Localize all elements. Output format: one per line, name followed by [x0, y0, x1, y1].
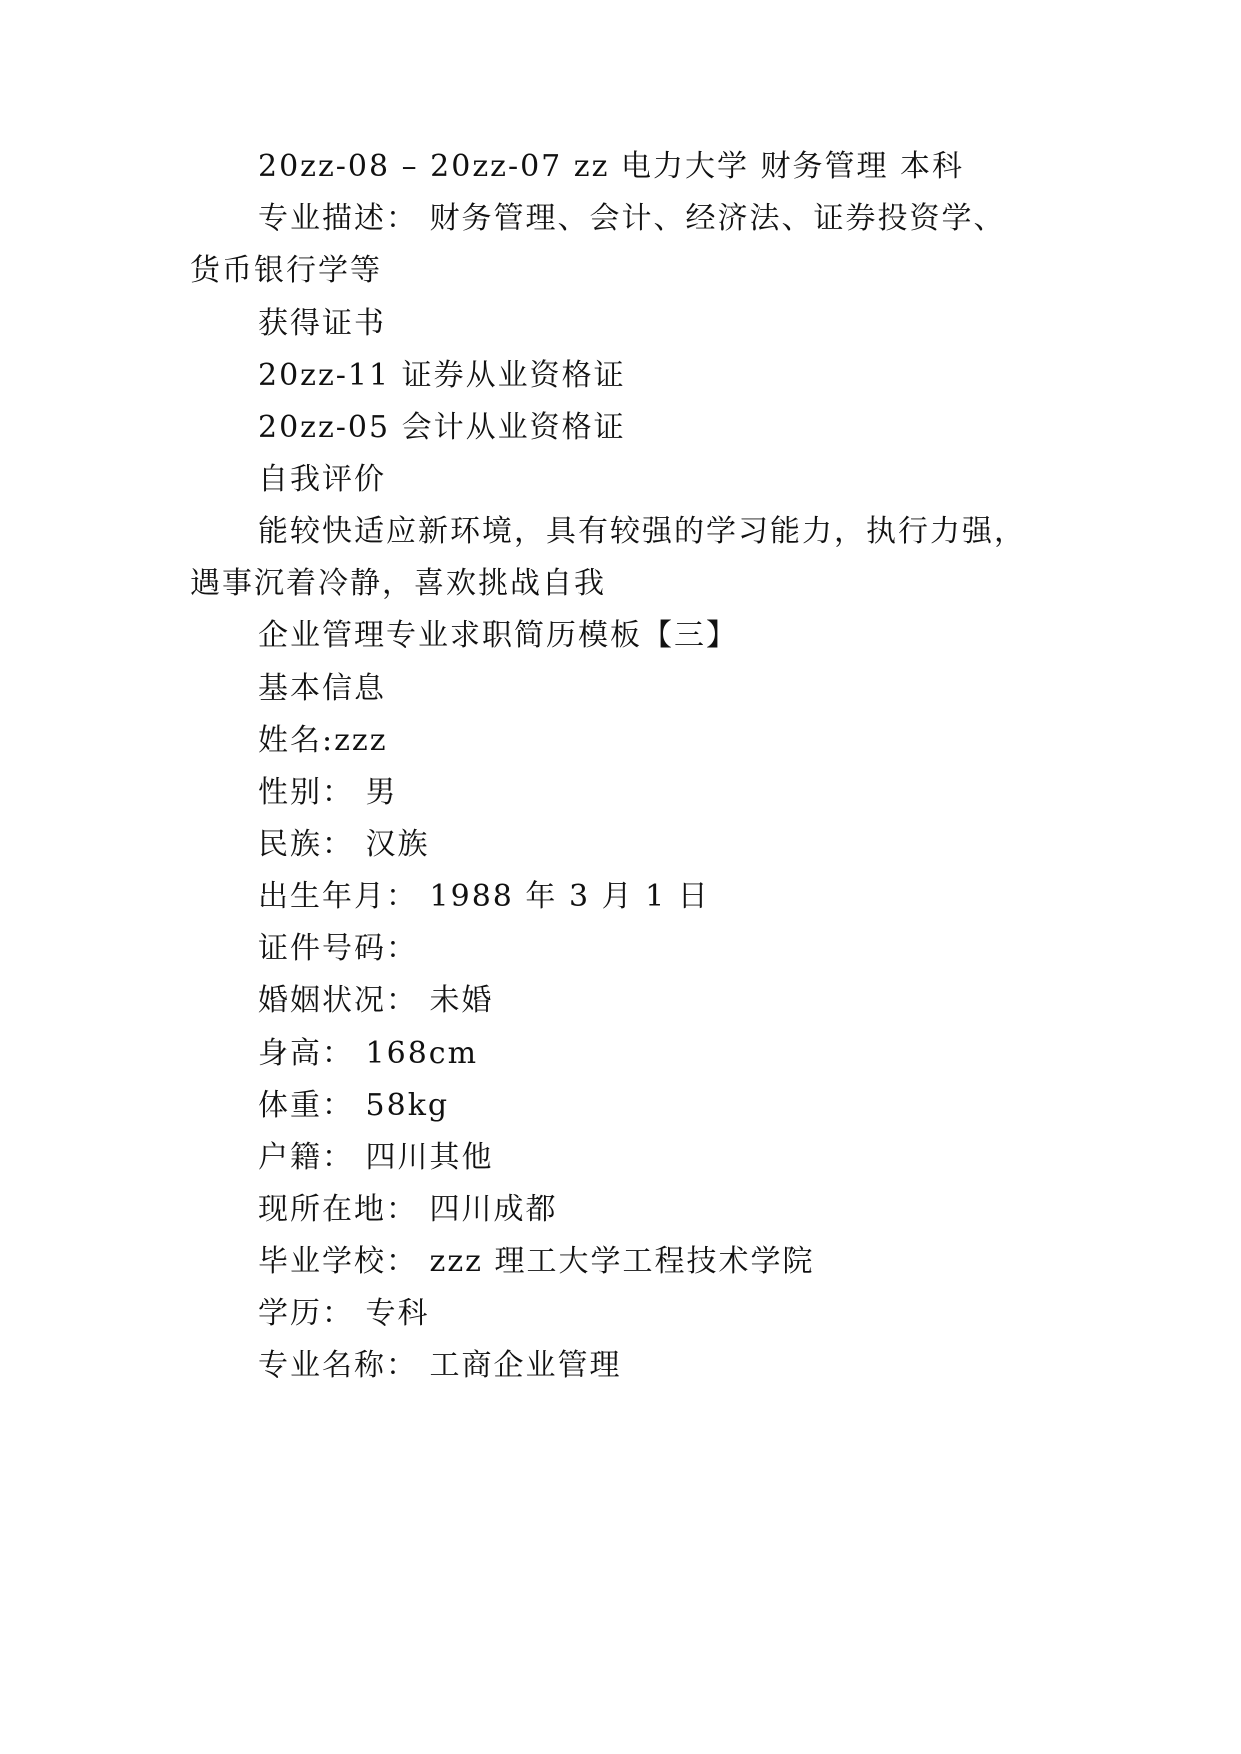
- self-evaluation-heading: 自我评价: [258, 462, 386, 497]
- major-description-continued: 货币银行学等: [190, 253, 382, 288]
- certificate-item: 20zz-05 会计从业资格证: [258, 410, 626, 445]
- birth-date-field: 出生年月： 1988 年 3 月 1 日: [258, 879, 710, 914]
- self-evaluation-text-continued: 遇事沉着冷静，喜欢挑战自我: [190, 566, 606, 601]
- certificate-item: 20zz-11 证券从业资格证: [258, 358, 626, 393]
- self-evaluation-text: 能较快适应新环境，具有较强的学习能力，执行力强，: [258, 514, 1026, 549]
- education-level-field: 学历： 专科: [258, 1296, 430, 1331]
- major-name-field: 专业名称： 工商企业管理: [258, 1348, 622, 1383]
- major-description: 专业描述： 财务管理、会计、经济法、证券投资学、: [258, 201, 1006, 236]
- id-number-field: 证件号码：: [258, 931, 418, 966]
- marital-status-field: 婚姻状况： 未婚: [258, 983, 494, 1018]
- weight-field: 体重： 58kg: [258, 1088, 450, 1123]
- hukou-field: 户籍： 四川其他: [258, 1140, 494, 1175]
- gender-field: 性别： 男: [258, 775, 398, 810]
- school-field: 毕业学校： zzz 理工大学工程技术学院: [258, 1244, 815, 1279]
- current-location-field: 现所在地： 四川成都: [258, 1192, 558, 1227]
- name-field: 姓名:zzz: [258, 723, 388, 758]
- ethnicity-field: 民族： 汉族: [258, 827, 430, 862]
- height-field: 身高： 168cm: [258, 1036, 479, 1071]
- template-title: 企业管理专业求职简历模板【三】: [258, 618, 738, 653]
- basic-info-heading: 基本信息: [258, 671, 386, 706]
- education-entry: 20zz-08 – 20zz-07 zz 电力大学 财务管理 本科: [258, 149, 965, 184]
- certificates-heading: 获得证书: [258, 306, 386, 341]
